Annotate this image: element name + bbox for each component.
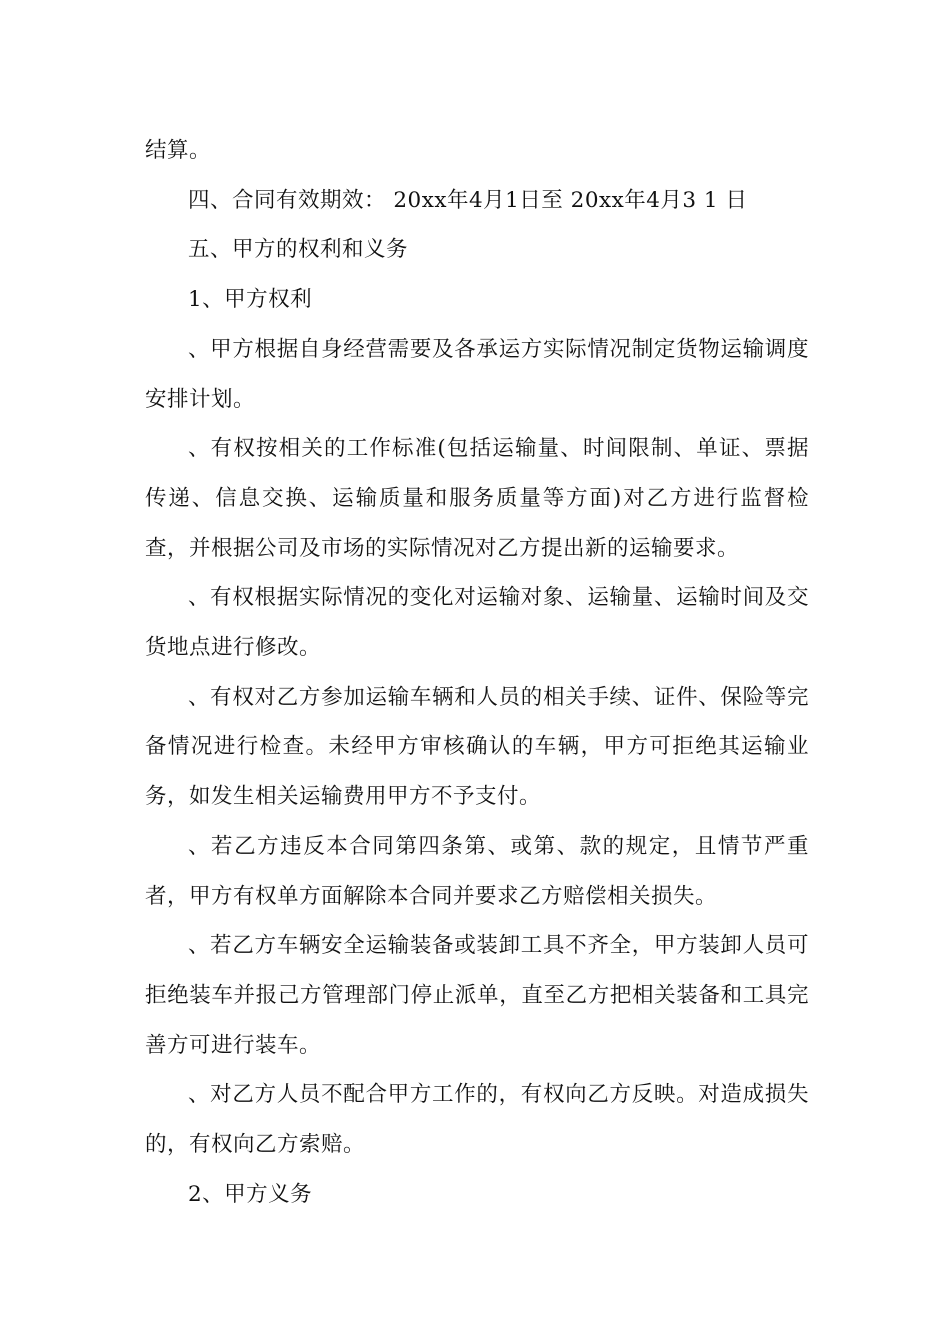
heading-party-a-obligations: 2、甲方义务 — [188, 1181, 313, 1207]
paragraph-right-modification: 、有权根据实际情况的变化对运输对象、运输量、运输时间及交货地点进行修改。 — [145, 585, 809, 661]
document-body — [145, 126, 809, 1219]
paragraph-right-refuse-loading: 、若乙方车辆安全运输装备或装卸工具不齐全，甲方装卸人员可拒绝装车并报己方管理部门停止派单，直至乙方把相关装备和工具完善方可进行装车。 — [145, 933, 809, 1058]
paragraph-right-termination: 、若乙方违反本合同第四条第、或第、款的规定，且情节严重者，甲方有权单方面解除本合同并要求乙方赔偿相关损失。 — [145, 833, 809, 909]
heading-party-a-rights: 1、甲方权利 — [188, 287, 313, 313]
paragraph-right-scheduling: 、甲方根据自身经营需要及各承运方实际情况制定货物运输调度安排计划。 — [145, 336, 809, 412]
paragraph-right-supervision: 、有权按相关的工作标准(包括运输量、时间限制、单证、票据传递、信息交换、运输质量和服务质量等方面)对乙方进行监督检查，并根据公司及市场的实际情况对乙方提出新的运输要求。 — [145, 436, 809, 561]
heading-party-a-rights-obligations: 五、甲方的权利和义务 — [188, 237, 409, 263]
paragraph-right-inspection: 、有权对乙方参加运输车辆和人员的相关手续、证件、保险等完备情况进行检查。未经甲方审核确认的车辆，甲方可拒绝其运输业务，如发生相关运输费用甲方不予支付。 — [145, 684, 809, 810]
paragraph-settlement-tail: 结算。 — [145, 138, 212, 163]
paragraph-contract-term: 四、合同有效期效： 20xx年4月1日至 20xx年4月3 1 日 — [188, 187, 748, 213]
paragraph-right-claim: 、对乙方人员不配合甲方工作的，有权向乙方反映。对造成损失的，有权向乙方索赔。 — [145, 1082, 809, 1158]
